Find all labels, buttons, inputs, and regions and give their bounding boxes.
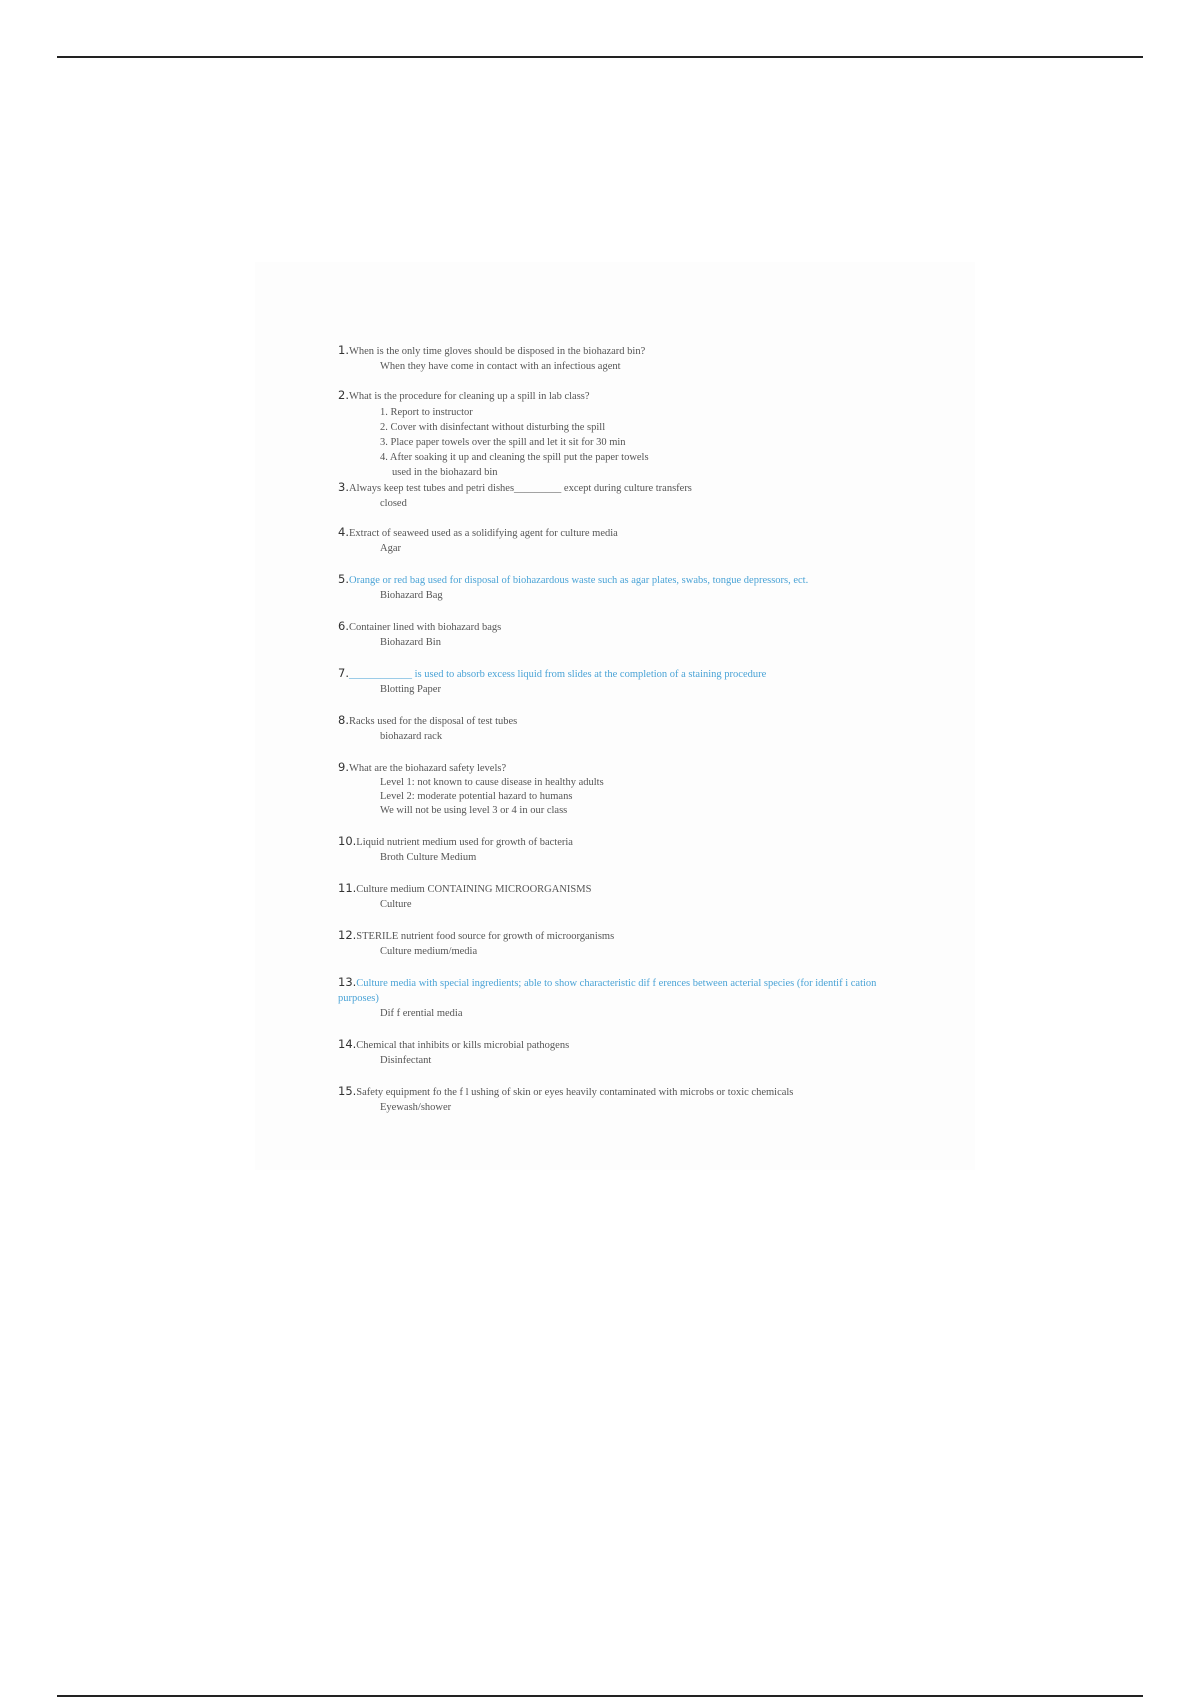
question-3 — [338, 480, 898, 511]
answer-text: Biohazard Bin — [380, 637, 441, 648]
answer-text: Eyewash/shower — [380, 1102, 452, 1113]
answer-text: Biohazard Bag — [380, 590, 443, 601]
answer-text: Agar — [380, 543, 401, 554]
answer-step: 4. After soaking it up and cleaning the spill put the paper towels used in the biohazard bin — [380, 452, 649, 478]
question-10 — [338, 834, 898, 865]
question-12 — [338, 928, 898, 959]
question-15 — [338, 1084, 898, 1115]
question-text: Orange or red bag used for disposal of biohazardous waste such as agar plates, swabs, tongue depressors, ect. — [348, 575, 809, 586]
bottom-rule — [57, 1695, 1143, 1697]
question-text: Liquid nutrient medium used for growth of bacteria — [356, 837, 573, 848]
question-number: 9. — [338, 760, 349, 774]
question-text: What is the procedure for cleaning up a spill in lab class? — [348, 391, 590, 402]
question-7 — [338, 666, 898, 697]
question-number: 12. — [338, 928, 357, 942]
answer-step: 2. Cover with disinfectant without disturbing the spill — [380, 422, 606, 433]
answer-text: Disinfectant — [380, 1055, 432, 1066]
question-number: 14. — [338, 1037, 357, 1051]
question-9 — [338, 760, 898, 818]
answer-line: Level 1: not known to cause disease in healthy adults — [380, 777, 604, 788]
question-number: 11. — [338, 881, 357, 895]
answer-text: Culture medium/media — [380, 946, 478, 957]
answer-steps — [338, 405, 898, 480]
question-text: Culture medium CONTAINING MICROORGANISMS — [356, 884, 592, 895]
question-number: 7. — [338, 666, 349, 680]
question-number: 13. — [338, 975, 357, 989]
answer-line: Level 2: moderate potential hazard to humans — [380, 791, 573, 802]
question-number: 10. — [338, 834, 357, 848]
question-text: What are the biohazard safety levels? — [348, 763, 507, 774]
answer-step: 3. Place paper towels over the spill and let it sit for 30 min — [380, 437, 626, 448]
question-text: STERILE nutrient food source for growth of microorganisms — [356, 931, 615, 942]
answer-line: We will not be using level 3 or 4 in our class — [380, 805, 568, 816]
question-6 — [338, 619, 898, 650]
question-13 — [338, 975, 898, 1021]
question-number: 1. — [338, 343, 349, 357]
question-text: Culture media with special ingredients; able to show characteristic dif f erences between acterial species (for identif i cation purposes) — [338, 978, 877, 1004]
question-text: When is the only time gloves should be disposed in the biohazard bin? — [348, 346, 646, 357]
question-text: ____________ is used to absorb excess liquid from slides at the completion of a staining procedure — [348, 669, 767, 680]
question-1 — [338, 343, 898, 374]
answer-step: 1. Report to instructor — [380, 407, 473, 418]
answer-text: When they have come in contact with an infectious agent — [380, 361, 621, 372]
question-list — [338, 343, 898, 1115]
answer-text: biohazard rack — [380, 731, 443, 742]
question-text: Always keep test tubes and petri dishes_________ except during culture transfers — [348, 483, 692, 494]
question-text: Racks used for the disposal of test tubes — [348, 716, 518, 727]
answer-text: Broth Culture Medium — [380, 852, 477, 863]
question-text: Extract of seaweed used as a solidifying agent for culture media — [348, 528, 618, 539]
question-number: 8. — [338, 713, 349, 727]
question-number: 5. — [338, 572, 349, 586]
question-number: 4. — [338, 525, 349, 539]
answer-text: closed — [380, 498, 407, 509]
question-number: 3. — [338, 480, 349, 494]
answer-text: Culture — [380, 899, 412, 910]
question-number: 6. — [338, 619, 349, 633]
answer-text: Dif f erential media — [380, 1008, 463, 1019]
question-text: Chemical that inhibits or kills microbial pathogens — [356, 1040, 570, 1051]
top-rule — [57, 56, 1143, 58]
question-4 — [338, 525, 898, 556]
question-text: Safety equipment fo the f l ushing of skin or eyes heavily contaminated with microbs or toxic chemicals — [356, 1087, 794, 1098]
question-5 — [338, 572, 898, 603]
question-8 — [338, 713, 898, 744]
question-number: 2. — [338, 388, 349, 402]
answer-text: Blotting Paper — [380, 684, 441, 695]
question-number: 15. — [338, 1084, 357, 1098]
question-text: Container lined with biohazard bags — [348, 622, 502, 633]
question-14 — [338, 1037, 898, 1068]
question-11 — [338, 881, 898, 912]
question-2 — [338, 388, 898, 480]
